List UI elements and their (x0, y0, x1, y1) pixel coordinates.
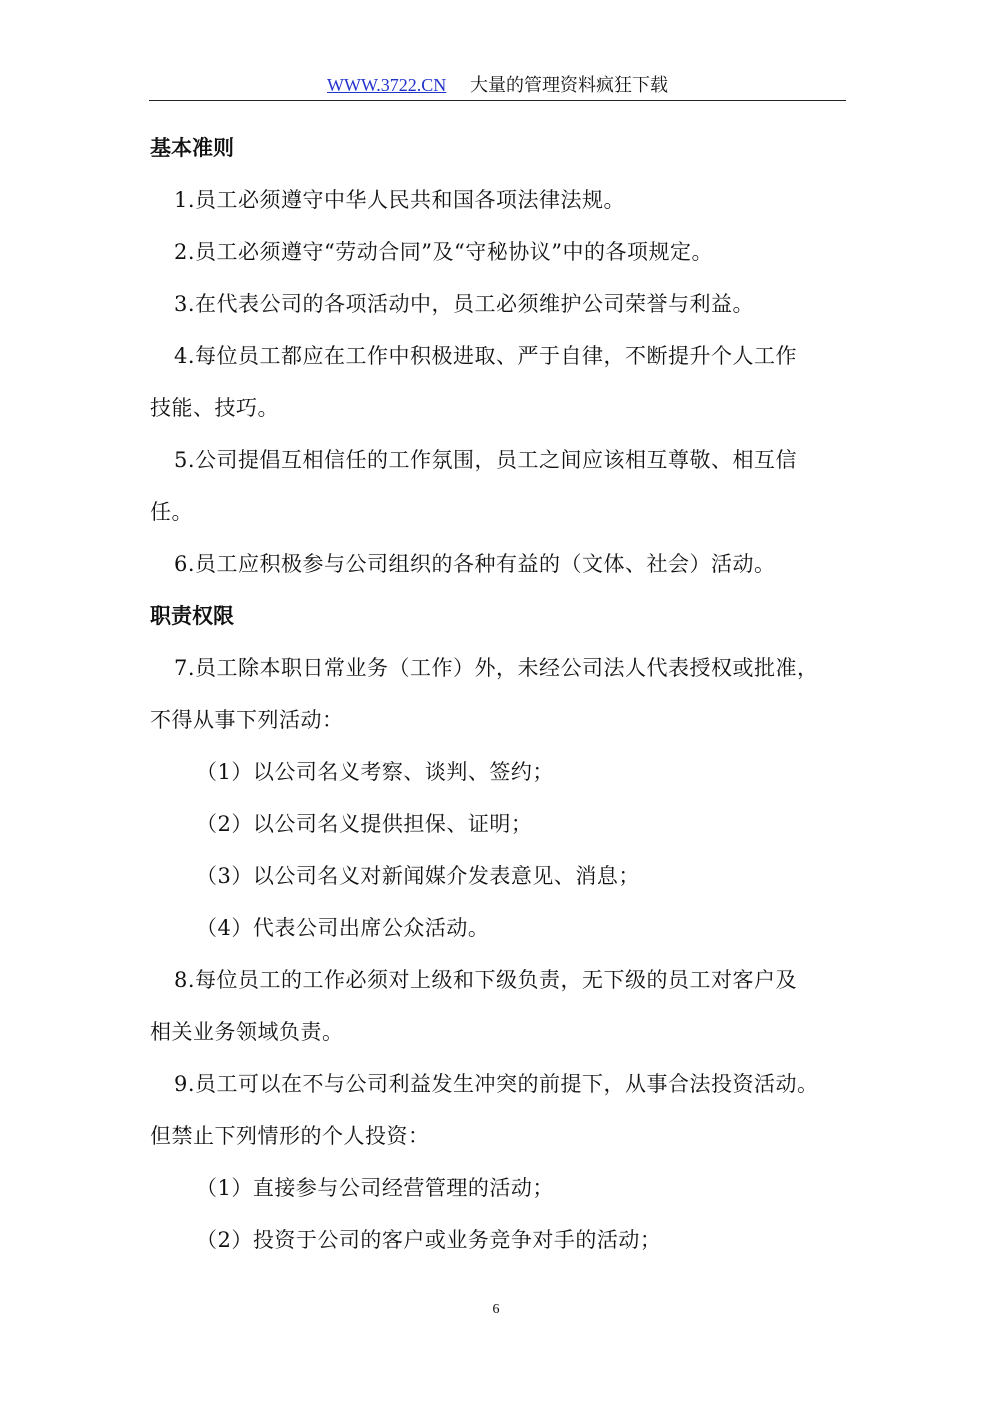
rule-7-sub-4: （4）代表公司出席公众活动。 (196, 916, 490, 940)
rule-5-line-1: 5.公司提倡互相信任的工作氛围，员工之间应该相互尊敬、相互信 (174, 448, 798, 472)
rule-2-line-1: 2.员工必须遵守“劳动合同”及“守秘协议”中的各项规定。 (174, 240, 713, 264)
rule-9-line-1: 9.员工可以在不与公司利益发生冲突的前提下，从事合法投资活动。 (174, 1072, 819, 1096)
rule-3-line-1: 3.在代表公司的各项活动中，员工必须维护公司荣誉与利益。 (174, 292, 755, 316)
rule-8-line-2: 相关业务领域负责。 (150, 1020, 344, 1044)
section-title-basic-rules: 基本准则 (150, 136, 234, 160)
rule-9-sub-2: （2）投资于公司的客户或业务竞争对手的活动； (196, 1228, 662, 1252)
rule-7-sub-2: （2）以公司名义提供担保、证明； (196, 812, 533, 836)
rule-7-line-2: 不得从事下列活动： (150, 708, 344, 732)
header-link[interactable]: WWW.3722.CN (326, 75, 447, 95)
rule-6-line-1: 6.员工应积极参与公司组织的各种有益的（文体、社会）活动。 (174, 552, 776, 576)
rule-1-line-1: 1.员工必须遵守中华人民共和国各项法律法规。 (174, 188, 626, 212)
rule-4-line-1: 4.每位员工都应在工作中积极进取、严于自律，不断提升个人工作 (174, 344, 798, 368)
section-title-duties: 职责权限 (150, 604, 234, 628)
rule-7-sub-1: （1）以公司名义考察、谈判、签约； (196, 760, 554, 784)
rule-9-sub-1: （1）直接参与公司经营管理的活动； (196, 1176, 554, 1200)
rule-4-line-2: 技能、技巧。 (150, 396, 279, 420)
rule-7-line-1: 7.员工除本职日常业务（工作）外，未经公司法人代表授权或批准， (174, 656, 819, 680)
header-slogan: 大量的管理资料疯狂下载 (470, 75, 669, 96)
rule-9-line-2: 但禁止下列情形的个人投资： (150, 1124, 430, 1148)
page-header (149, 70, 846, 101)
rule-8-line-1: 8.每位员工的工作必须对上级和下级负责，无下级的员工对客户及 (174, 968, 798, 992)
page-number: 6 (492, 1302, 500, 1317)
rule-5-line-2: 任。 (150, 500, 193, 524)
rule-7-sub-3: （3）以公司名义对新闻媒介发表意见、消息； (196, 864, 640, 888)
